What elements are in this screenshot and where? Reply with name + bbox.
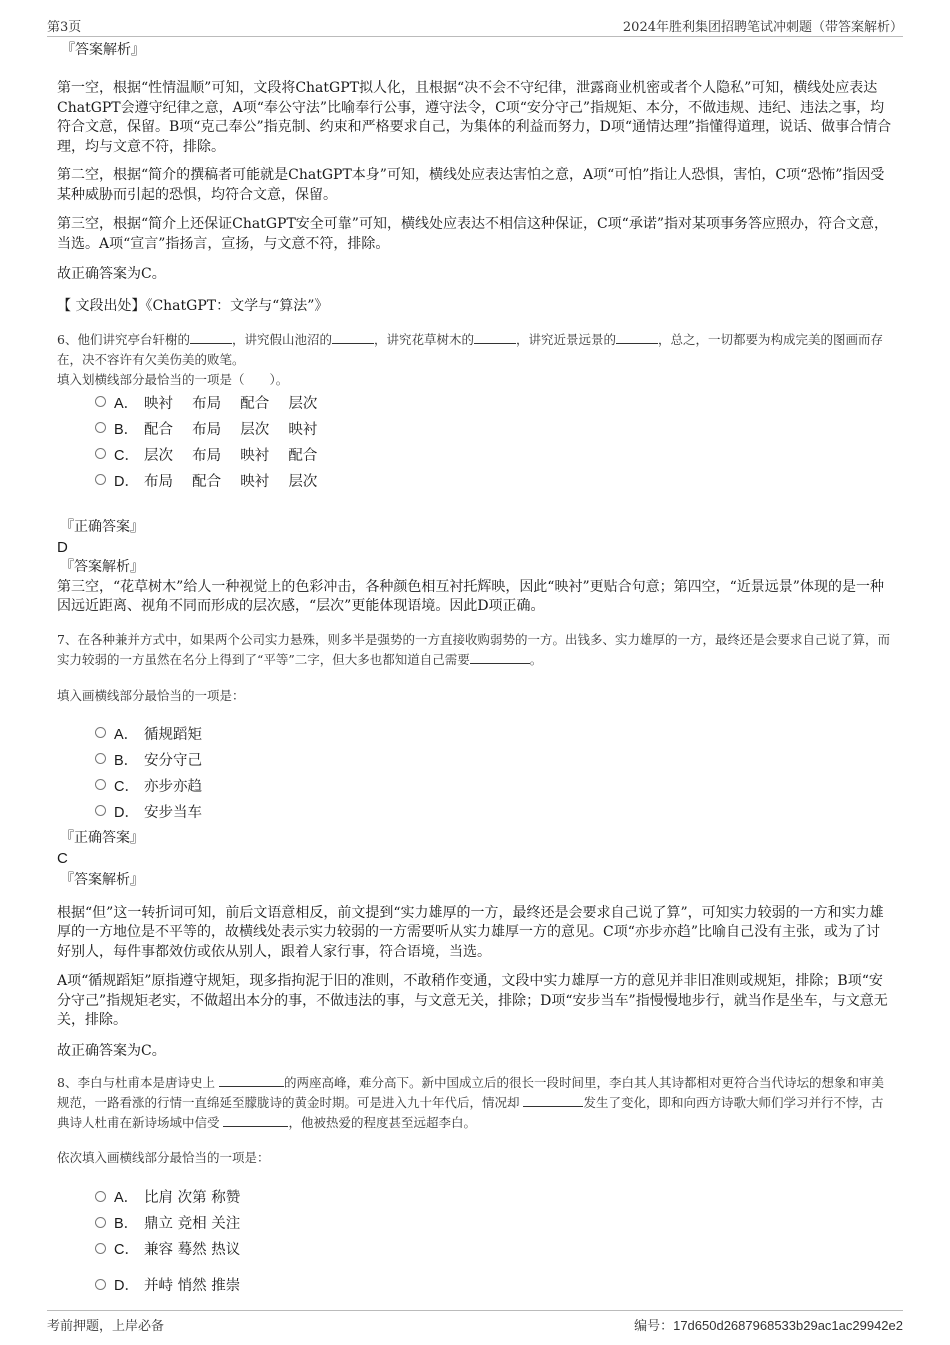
document-code: 编号：17d650d2687968533b29ac1ac29942e2 (634, 1318, 903, 1334)
page-footer (47, 1310, 903, 1335)
q6-stem: 6、他们讲究亭台轩榭的 ，讲究假山池沼的 ，讲究花草树木的 ，讲究近景远景的 ，总之，一切都要为构成完美的图画而存在，决不容许有欠美伤美的败笔。 (57, 331, 884, 367)
q6-analysis: 第三空，“花草树木”给人一种视觉上的色彩冲击，各种颜色相互衬托辉映，因此“映衬”更贴合句意；第四空，“近景远景”体现的是一种因远近距离、视角不同而形成的层次感，“层次”更能体现语境。因此D项正确。 (57, 578, 884, 614)
q6-options (95, 391, 893, 495)
q7-options (95, 722, 893, 826)
q6-option-a[interactable]: A． 映衬 布局 配合 层次 (95, 391, 893, 417)
q7-answer: C (57, 849, 68, 867)
q6-blank-4 (616, 331, 658, 344)
q7-answer-label: 『正确答案』 (60, 829, 144, 846)
radio-icon[interactable] (95, 1279, 106, 1290)
radio-icon[interactable] (95, 448, 106, 459)
q8-option-a[interactable]: A． 比肩 次第 称赞 (95, 1185, 893, 1211)
q5-source: 【 文段出处】《ChatGPT：文学与“算法”》 (57, 297, 329, 314)
q6-blank-1 (190, 331, 232, 344)
document-title: 2024年胜利集团招聘笔试冲刺题（带答案解析） (622, 20, 903, 35)
q8-blank-1 (219, 1074, 284, 1087)
radio-icon[interactable] (95, 396, 106, 407)
q8-blank-2 (523, 1094, 583, 1107)
q6-option-c[interactable]: C． 层次 布局 映衬 配合 (95, 443, 893, 469)
q6-prompt: 填入划横线部分最恰当的一项是（ ）。 (57, 371, 289, 387)
radio-icon[interactable] (95, 753, 106, 764)
radio-icon[interactable] (95, 779, 106, 790)
q6-analysis-label: 『答案解析』 (60, 558, 144, 575)
radio-icon[interactable] (95, 422, 106, 433)
document-body (57, 40, 893, 1299)
q7-stem: 7、在各种兼并方式中，如果两个公司实力悬殊，则多半是强势的一方直接收购弱势的一方。出钱多、实力雄厚的一方，最终还是会要求自己说了算，而实力较弱的一方虽然在名分上得到了“平等”二字，但大多也都知道自己需要 。 (57, 631, 890, 667)
radio-icon[interactable] (95, 1243, 106, 1254)
radio-icon[interactable] (95, 1217, 106, 1228)
q6-answer: D (57, 538, 68, 556)
q6-blank-2 (332, 331, 374, 344)
footer-slogan: 考前押题，上岸必备 (47, 1319, 165, 1334)
q8-blank-3 (223, 1114, 288, 1127)
q6-option-d[interactable]: D． 布局 配合 映衬 层次 (95, 469, 893, 495)
q7-analysis-p2: A项“循规蹈矩”原指遵守规矩，现多指拘泥于旧的准则，不敢稍作变通，文段中实力雄厚一方的意见并非旧准则或规矩，排除；B项“安分守己”指规矩老实，不做超出本分的事，不做违法的事，与文意无关，排除；D项“安步当车”指慢慢地步行，就当作是坐车，与文意无关，排除。 (57, 973, 888, 1028)
q8-option-b[interactable]: B． 鼎立 竞相 关注 (95, 1211, 893, 1237)
radio-icon[interactable] (95, 805, 106, 816)
radio-icon[interactable] (95, 1191, 106, 1202)
page-header (47, 14, 903, 37)
q6-blank-3 (474, 331, 516, 344)
q7-option-b[interactable]: B． 安分守己 (95, 748, 893, 774)
page-number: 第3页 (47, 20, 82, 35)
q6-option-b[interactable]: B． 配合 布局 层次 映衬 (95, 417, 893, 443)
q8-prompt: 依次填入画横线部分最恰当的一项是： (57, 1150, 270, 1165)
radio-icon[interactable] (95, 727, 106, 738)
q7-analysis-label: 『答案解析』 (60, 871, 144, 888)
q5-conclusion: 故正确答案为C。 (57, 266, 166, 282)
q7-option-c[interactable]: C． 亦步亦趋 (95, 774, 893, 800)
q5-analysis-p2: 第二空，根据“简介的撰稿者可能就是ChatGPT本身”可知，横线处应表达害怕之意，A项“可怕”指让人恐惧，害怕，C项“恐怖”指因受某种威胁而引起的恐惧，均符合文意，保留。 (57, 167, 885, 203)
q8-options (95, 1185, 893, 1299)
q8-stem: 8、李白与杜甫本是唐诗史上 的两座高峰，难分高下。新中国成立后的很长一段时间里，李白其人其诗都相对更符合当代诗坛的想象和审美规范，一路看涨的行情一直绵延至朦胧诗的黄金时期。可是进入九十年代后，情况却 发生了变化，即和向西方诗歌大师们学习并行不悖，古典诗人杜甫在新诗场域中信受 ，他被热爱的程度甚至远超李白。 (57, 1075, 884, 1130)
q8-option-c[interactable]: C． 兼容 蓦然 热议 (95, 1237, 893, 1263)
q5-analysis-p3: 第三空，根据“简介上还保证ChatGPT安全可靠”可知，横线处应表达不相信这种保证，C项“承诺”指对某项事务答应照办，符合文意，当选。A项“宣言”指扬言，宣扬，与文意不符，排除。 (57, 216, 888, 252)
q7-blank (470, 651, 530, 664)
q7-option-d[interactable]: D． 安步当车 (95, 800, 893, 826)
q5-analysis-p1: 第一空，根据“性情温顺”可知，文段将ChatGPT拟人化，且根据“决不会不守纪律，泄露商业机密或者个人隐私”可知，横线处应表达ChatGPT会遵守纪律之意，A项“奉公守法”比喻奉行公事，遵守法令，C项“安分守己”指规矩、本分，不做违规、违纪、违法之事，均符合文意，保留。B项“克己奉公”指克制、约束和严格要求自己，为集体的利益而努力，D项“通情达理”指懂得道理，说话、做事合情合理，均与文意不符，排除。 (57, 80, 892, 155)
q7-option-a[interactable]: A． 循规蹈矩 (95, 722, 893, 748)
radio-icon[interactable] (95, 474, 106, 485)
q5-analysis-label: 『答案解析』 (61, 42, 145, 58)
q6-answer-label: 『正确答案』 (60, 518, 144, 535)
q7-analysis-p1: 根据“但”这一转折词可知，前后文语意相反，前文提到“实力雄厚的一方，最终还是会要求自己说了算”，可知实力较弱的一方和实力雄厚的一方地位是不平等的，故横线处表示实力较弱的一方需要听从实力雄厚一方的意见。C项“亦步亦趋”比喻自己没有主张，或为了讨好别人，每件事都效仿或依从别人，跟着人家行事，符合语境，当选。 (57, 904, 884, 960)
q8-option-d[interactable]: D． 并峙 悄然 推崇 (95, 1273, 893, 1299)
q7-prompt: 填入画横线部分最恰当的一项是： (57, 687, 245, 703)
q7-conclusion: 故正确答案为C。 (57, 1042, 166, 1059)
